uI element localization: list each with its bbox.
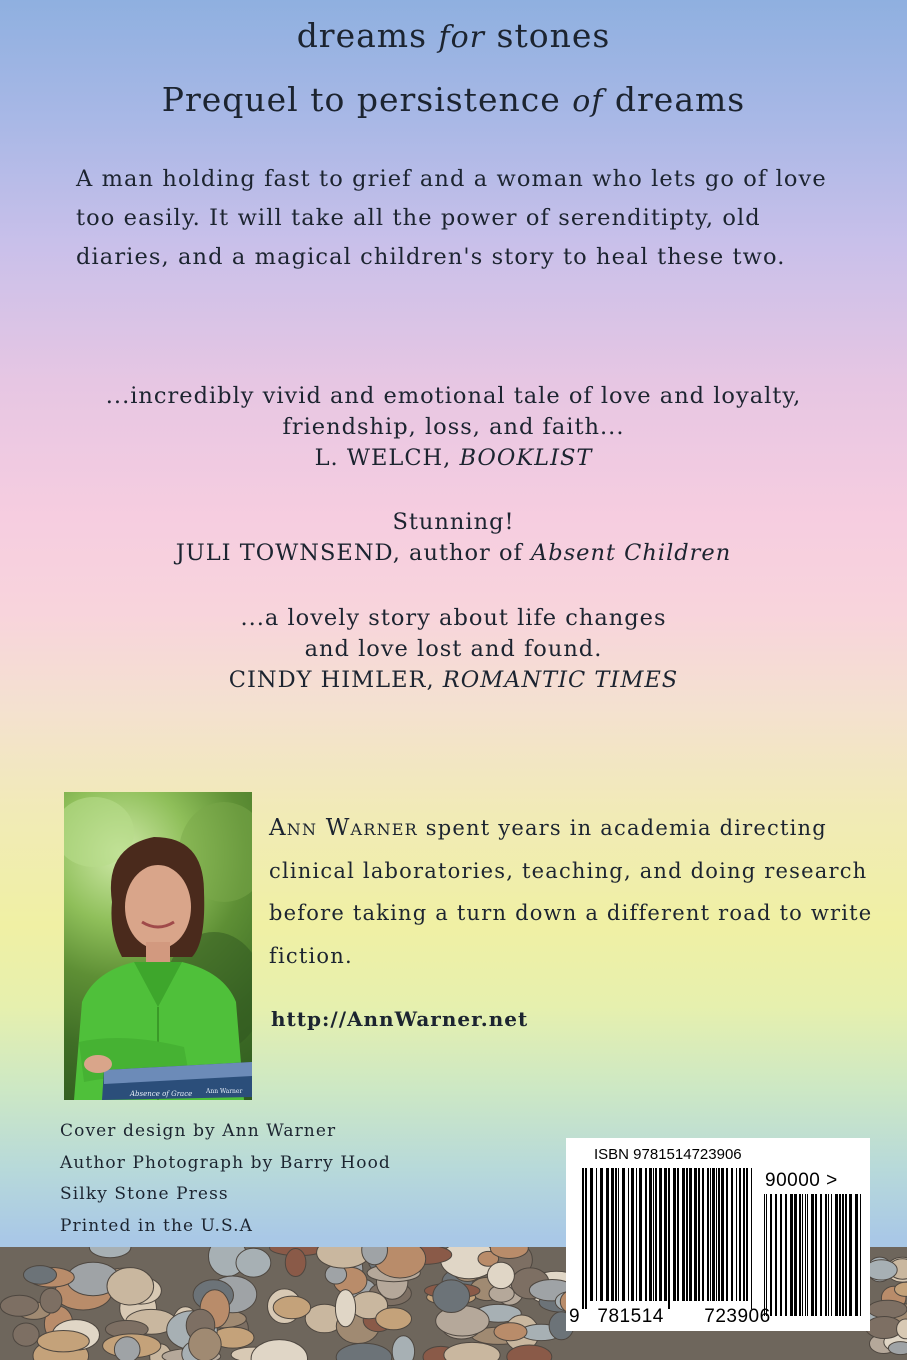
barcode-bar <box>726 1168 728 1301</box>
quote-attribution <box>0 665 907 696</box>
pebble <box>40 1288 62 1313</box>
title-word-italic: for <box>438 20 486 55</box>
quote-line: and love lost and found. <box>304 636 603 662</box>
pebble <box>865 1260 897 1280</box>
barcode-bar <box>845 1194 847 1316</box>
isbn-barcode <box>566 1138 870 1331</box>
barcode-bar <box>582 1168 584 1309</box>
quote-line: Stunning! <box>392 509 515 535</box>
quote-source: BOOKLIST <box>459 445 593 471</box>
isbn-digits <box>569 1306 771 1328</box>
barcode-bar <box>839 1194 841 1316</box>
isbn-digit-group: 723906 <box>704 1306 771 1327</box>
title-word: dreams <box>296 16 439 55</box>
review-quote <box>0 603 907 696</box>
barcode-bar <box>718 1168 720 1301</box>
barcode-bar <box>736 1168 737 1301</box>
author-website-link[interactable]: http://AnnWarner.net <box>271 1007 529 1031</box>
pebble <box>433 1280 470 1313</box>
barcode-bar <box>835 1194 838 1316</box>
credit-line: Printed in the U.S.A <box>60 1215 254 1236</box>
quote-attribution <box>0 443 907 474</box>
barcode-bar <box>780 1194 782 1316</box>
barcode-bar <box>860 1194 861 1316</box>
quote-source: Absent Children <box>530 540 732 566</box>
barcode-bar <box>712 1168 715 1301</box>
credits <box>60 1116 391 1242</box>
review-quote <box>0 381 907 474</box>
subtitle-word: dreams <box>603 80 746 119</box>
barcode-bar <box>618 1168 619 1301</box>
barcode-bar <box>764 1194 765 1316</box>
author-name: Ann Warner <box>269 815 418 841</box>
barcode-bar <box>828 1194 829 1316</box>
pebble <box>888 1342 907 1355</box>
barcode-bar <box>611 1168 614 1301</box>
barcode-bar <box>751 1168 752 1309</box>
barcode-bar <box>639 1168 642 1301</box>
pebble <box>335 1290 355 1327</box>
credit-line: Author Photograph by Barry Hood <box>60 1152 391 1173</box>
barcode-bar <box>677 1168 679 1301</box>
barcode-bar <box>585 1168 587 1309</box>
barcode-bar <box>842 1194 844 1316</box>
price-code: 90000 > <box>765 1170 838 1191</box>
quote-source: ROMANTIC TIMES <box>442 667 679 693</box>
isbn-digit-group: 781514 <box>597 1306 664 1327</box>
quote-line: ...incredibly vivid and emotional tale of love and loyalty, <box>105 383 802 409</box>
quote-attribution <box>0 538 907 569</box>
barcode-bar <box>731 1168 733 1301</box>
quote-author: JULI TOWNSEND, author of <box>175 540 531 566</box>
barcode-bar <box>794 1194 797 1316</box>
barcode-bar <box>799 1194 801 1316</box>
barcode-bar <box>743 1168 745 1301</box>
book-title <box>0 16 907 55</box>
quote-line: ...a lovely story about life changes <box>240 605 667 631</box>
barcode-bar <box>659 1168 662 1301</box>
barcode-bar <box>790 1194 793 1316</box>
pebble <box>285 1249 306 1277</box>
barcode-bar <box>653 1168 654 1301</box>
barcode-bar <box>849 1194 852 1316</box>
pebble <box>273 1296 310 1319</box>
barcode-bar <box>645 1168 647 1301</box>
barcode-bar <box>649 1168 652 1301</box>
quote-author: CINDY HIMLER, <box>228 667 443 693</box>
review-quote <box>0 507 907 569</box>
barcode-bar <box>739 1168 741 1301</box>
pebble <box>0 1295 38 1316</box>
barcode-bar <box>668 1168 670 1309</box>
barcode-bar <box>766 1194 767 1316</box>
barcode-bar <box>615 1168 617 1301</box>
pebble <box>13 1323 39 1346</box>
pebble <box>37 1331 89 1352</box>
barcode-bar <box>807 1194 808 1316</box>
subtitle-word: Prequel to persistence <box>161 80 573 119</box>
barcode-bar <box>775 1194 777 1316</box>
pebble <box>107 1268 154 1305</box>
pebble <box>24 1266 57 1285</box>
pebble <box>236 1248 271 1277</box>
barcode-bar <box>831 1194 832 1316</box>
barcode-bar <box>707 1168 709 1301</box>
credit-line: Silky Stone Press <box>60 1184 229 1204</box>
barcode-bar <box>702 1168 704 1301</box>
barcode-bar <box>628 1168 629 1301</box>
pebble <box>487 1262 514 1288</box>
barcode-bar <box>855 1194 858 1316</box>
barcode-bar <box>682 1168 685 1301</box>
pebble <box>494 1323 527 1341</box>
barcode-bar <box>590 1168 593 1301</box>
subtitle-word-italic: of <box>572 84 604 119</box>
barcode-bars <box>566 1138 870 1331</box>
title-word: stones <box>485 16 611 55</box>
author-photo <box>64 792 252 1100</box>
barcode-bar <box>600 1168 603 1301</box>
svg-text:Absence of Grace: Absence of Grace <box>130 1090 193 1098</box>
barcode-bar <box>815 1194 817 1316</box>
barcode-bar <box>716 1168 717 1301</box>
barcode-bar <box>802 1194 803 1316</box>
barcode-bar <box>673 1168 676 1301</box>
barcode-bar <box>664 1168 667 1301</box>
credit-line: Cover design by Ann Warner <box>60 1121 337 1141</box>
pebble <box>189 1328 222 1360</box>
barcode-bar <box>689 1168 692 1301</box>
barcode-bar <box>721 1168 724 1301</box>
barcode-bar <box>710 1168 711 1301</box>
barcode-bar <box>698 1168 700 1301</box>
isbn-label: ISBN 9781514723906 <box>594 1146 742 1163</box>
book-blurb: A man holding fast to grief and a woman who lets go of love too easily. It will take all the power of serenditipty, old diaries, and a magical children's story to heal these two. <box>76 166 827 270</box>
pebble <box>376 1308 412 1330</box>
isbn-digit-lead: 9 <box>569 1306 581 1327</box>
author-photo-illustration <box>64 792 252 1100</box>
svg-text:Ann Warner: Ann Warner <box>206 1088 243 1095</box>
barcode-bar <box>820 1194 822 1316</box>
quote-line: friendship, loss, and faith... <box>282 414 625 440</box>
barcode-bar <box>622 1168 625 1301</box>
barcode-bar <box>811 1194 814 1316</box>
barcode-bar <box>805 1194 806 1316</box>
barcode-bar <box>686 1168 688 1301</box>
barcode-bar <box>746 1168 748 1301</box>
book-subtitle <box>0 80 907 119</box>
author-bio-text: spent years in academia directing clinical laboratories, teaching, and doing research before taking a turn down a different road to write fiction. <box>269 816 873 968</box>
barcode-bar <box>596 1168 597 1301</box>
barcode-bar <box>655 1168 657 1301</box>
pebble <box>114 1337 140 1360</box>
barcode-bar <box>636 1168 637 1301</box>
quote-author: L. WELCH, <box>314 445 460 471</box>
pebble <box>868 1300 907 1318</box>
barcode-bar <box>606 1168 609 1301</box>
barcode-bar <box>770 1194 772 1316</box>
barcode-bar <box>825 1194 827 1316</box>
author-bio <box>269 807 889 977</box>
barcode-bar <box>694 1168 697 1301</box>
barcode-bar <box>631 1168 634 1301</box>
barcode-bar <box>785 1194 787 1316</box>
